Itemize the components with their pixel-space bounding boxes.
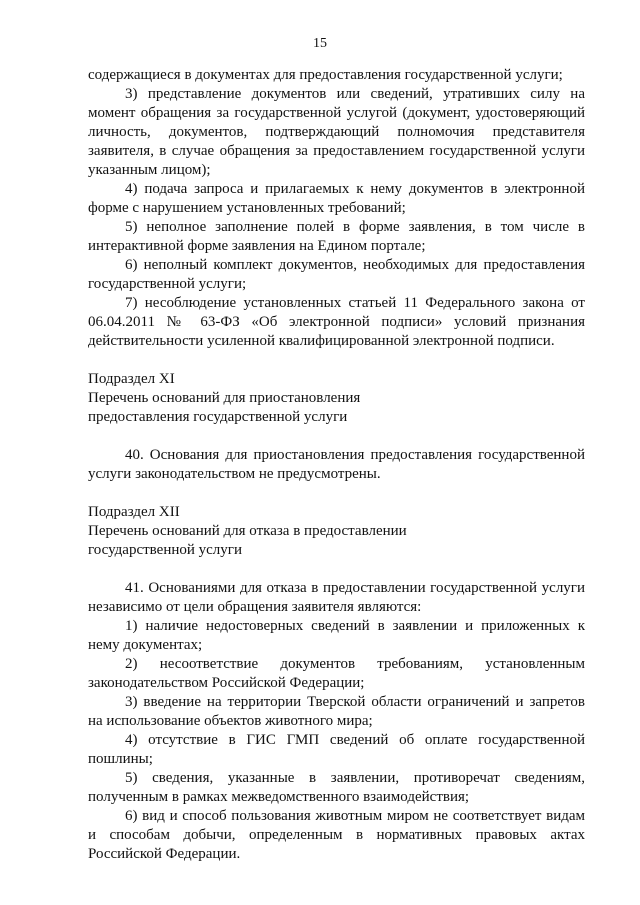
list-item: 5) неполное заполнение полей в форме заявления, в том числе в интерактивной форме заявления на Едином портале; xyxy=(88,219,585,254)
subsection-11-heading-line1: Перечень оснований для приостановления xyxy=(88,390,361,406)
subsection-12-title: Подраздел XII xyxy=(88,504,180,520)
subsection-11-heading-line2: предоставления государственной услуги xyxy=(88,409,348,425)
list-item: 7) несоблюдение установленных статьей 11 Федерального закона от 06.04.2011 № 63-ФЗ «Об электронной подписи» условий признания действительности усиленной квалифицированной электронной подписи. xyxy=(88,295,585,349)
list-item: 6) вид и способ пользования животным миром не соответствует видам и способам добычи, определенным в нормативных правовых актах Российской Федерации. xyxy=(88,808,585,862)
page-number: 15 xyxy=(313,36,327,51)
list-item: 4) подача запроса и прилагаемых к нему документов в электронной форме с нарушением установленных требований; xyxy=(88,181,585,216)
list-item: 5) сведения, указанные в заявлении, противоречат сведениям, полученным в рамках межведомственного взаимодействия; xyxy=(88,770,585,805)
list-item: 2) несоответствие документов требованиям, установленным законодательством Российской Федерации; xyxy=(88,656,585,691)
document-body xyxy=(88,66,585,864)
subsection-11-title: Подраздел XI xyxy=(88,371,175,387)
list-item: 3) введение на территории Тверской области ограничений и запретов на использование объектов животного мира; xyxy=(88,694,585,729)
subsection-12-heading-line2: государственной услуги xyxy=(88,542,242,558)
list-item: 4) отсутствие в ГИС ГМП сведений об оплате государственной пошлины; xyxy=(88,732,585,767)
paragraph-41: 41. Основаниями для отказа в предоставлении государственной услуги независимо от цели обращения заявителя являются: xyxy=(88,580,585,615)
list-item: 1) наличие недостоверных сведений в заявлении и приложенных к нему документах; xyxy=(88,618,585,653)
list-item: 3) представление документов или сведений, утративших силу на момент обращения за государственной услугой (документ, удостоверяющий личность, документов, подтверждающий полномочия представителя заявителя, в случае обращения за предоставлением государственной услуги указанным лицом); xyxy=(88,86,585,178)
subsection-12-heading-line1: Перечень оснований для отказа в предоставлении xyxy=(88,523,407,539)
paragraph-continuation: содержащиеся в документах для предоставления государственной услуги; xyxy=(88,67,563,83)
paragraph-40: 40. Основания для приостановления предоставления государственной услуги законодательством не предусмотрены. xyxy=(88,447,585,482)
list-item: 6) неполный комплект документов, необходимых для предоставления государственной услуги; xyxy=(88,257,585,292)
